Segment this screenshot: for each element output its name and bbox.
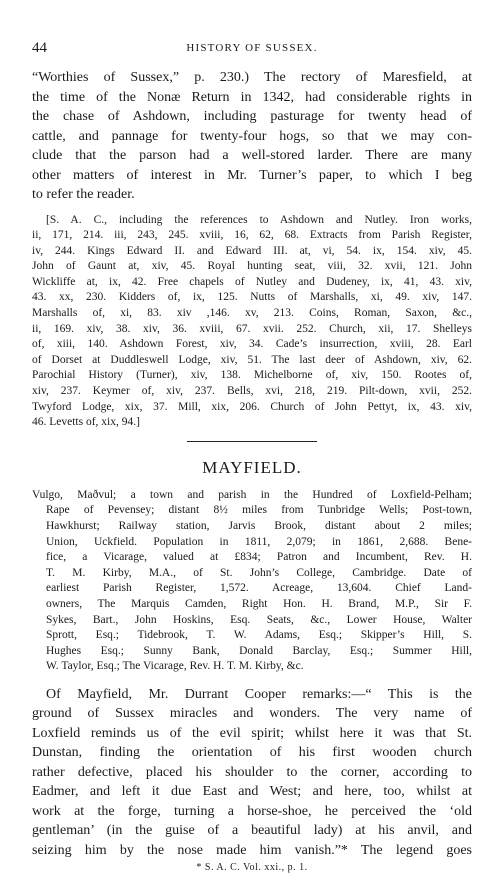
reference-line: ii, 171, 214. iii, 243, 245. xviii, 16, 62, 68. Extracts from Parish Register,	[32, 229, 472, 242]
reference-line: Twyford Lodge, xix, 37. Mill, xix, 206. Church of John Pettyt, ix, 43. xiv,	[32, 400, 472, 413]
reference-line: of Dorset at Duddleswell Lodge, xiv, 51. The last deer of Ashdown, xiv, 62.	[32, 353, 472, 366]
reference-line: 43. xx, 230. Kidders of, ix, 125. Nutts of Marshalls, xi, 49. xiv, 147.	[32, 291, 472, 304]
entry-line: Vulgo, Maðvul; a town and parish in the Hundred of Loxfield-Pelham;	[32, 488, 472, 501]
text-line: gentleman’ (in the guise of a beautiful lady) at his anvil, and	[32, 823, 472, 839]
references-block	[32, 213, 472, 431]
reference-line: ii, 169. xiv, 38. xiv, 36. xviii, 67. xvii. 252. Church, xii, 17. Shelleys	[32, 322, 472, 335]
entry-line: T. M. Kirby, M.A., of St. John’s College, Cambridge. Date of	[46, 566, 472, 579]
entry-line: Rape of Pevensey; distant 8½ miles from Tunbridge Wells; Post-town,	[46, 504, 472, 517]
entry-line: Sprott, Esq.; Tidebrook, T. W. Adams, Esq.; Skipper’s Hill, S.	[46, 629, 472, 642]
reference-line: Marshalls of, xi, 83. xiv ,146. xv, 213. Coins, Roman, Saxon, &c.,	[32, 307, 472, 320]
reference-line: Parochial History (Turner), xiv, 138. Michelborne of, xiv, 150. Rootes of,	[32, 369, 472, 382]
text-line: rather defective, placed his shoulder to the corner, according to	[32, 764, 472, 780]
reference-line: [S. A. C., including the references to Ashdown and Nutley. Iron works,	[46, 213, 472, 226]
text-line: Eadmer, and left it due East and West; and here, too, whilst at	[32, 784, 472, 800]
text-line: clude that the parson had a well-stored larder. There are many	[32, 148, 472, 163]
text-line: seizing him by the nose made him vanish.”* The legend goes	[32, 842, 472, 858]
reference-line: xiv, 237. Keymer of, xiv, 237. Bells, xvi, 218, 219. Pilt-down, xvii, 252.	[32, 385, 472, 398]
text-line: the time of the Nonæ Return in 1342, had considerable rights in	[32, 89, 472, 105]
text-line: to refer the reader.	[32, 187, 135, 202]
text-line: ground of Sussex miracles and wonders. The very name of	[32, 706, 472, 722]
text-line: other matters of interest in Mr. Turner’s paper, to which I beg	[32, 167, 472, 183]
reference-line: 46. Levetts of, xix, 94.]	[32, 416, 140, 429]
section-divider	[187, 441, 317, 442]
page-number: 44	[32, 40, 47, 56]
entry-line: fice, a Vicarage, valued at £834; Patron and Incumbent, Rev. H.	[46, 551, 472, 564]
reference-line: iv, 244. Kings Edward II. and Edward III. at, vi, 54. ix, 154. xiv, 45.	[32, 244, 472, 257]
reference-line: Wickliffe at, ix, 42. Free chapels of Nutley and Dudeney, ix, 41, 43. xiv,	[32, 275, 472, 288]
text-line: Of Mayfield, Mr. Durrant Cooper remarks:—“ This is the	[46, 686, 472, 702]
text-line: Loxfield reminds us of the evil spirit; whilst here it was that St.	[32, 725, 472, 741]
entry-line: W. Taylor, Esq.; The Vicarage, Rev. H. T. M. Kirby, &c.	[46, 660, 304, 673]
running-title: HISTORY OF SUSSEX.	[186, 42, 318, 54]
footnote: * S. A. C. Vol. xxi., p. 1.	[196, 862, 308, 873]
entry-line: earliest Parish Register, 1,572. Acreage, 13,604. Chief Land-	[46, 582, 472, 595]
entry-line: owners, The Marquis Camden, Right Hon. H. Brand, M.P., Sir F.	[46, 597, 472, 610]
reference-line: of, xiii, 140. Ashdown Forest, xiv, 34. Cade’s insurrection, xviii, 28. Earl	[32, 338, 472, 351]
text-line: work at the forge, turning a horse-shoe, he perceived the ‘old	[32, 803, 472, 819]
entry-line: Sykes, Bart., John Hoskins, Esq. Seats, &c., Lower House, Walter	[46, 613, 472, 626]
text-line: Dunstan, finding the orientation of his first wooden church	[32, 745, 472, 761]
paragraph-maresfield-rectory	[32, 68, 472, 205]
entry-line: Union, Uckfield. Population in 1811, 2,079; in 1861, 2,688. Bene-	[46, 535, 472, 548]
reference-line: John of Gaunt at, xiv, 45. Royal hunting seat, viii, 32. xvii, 121. John	[32, 260, 472, 273]
book-page	[32, 40, 472, 873]
entry-line: Hughes Esq.; Sunny Bank, Donald Barclay, Esq.; Summer Hill,	[46, 644, 472, 657]
page-header	[32, 40, 472, 60]
mayfield-gazetteer-entry	[32, 488, 472, 675]
text-line: the chase of Ashdown, including pasturage for twenty head of	[32, 109, 472, 124]
entry-line: Hawkhurst; Railway station, Jarvis Brook, distant about 2 miles;	[46, 520, 472, 532]
text-line: cattle, and pannage for twenty-four hogs, so that we may con-	[32, 128, 472, 144]
section-title: MAYFIELD.	[202, 457, 302, 477]
text-line: “Worthies of Sussex,” p. 230.) The rectory of Maresfield, at	[32, 70, 472, 85]
paragraph-durrant-cooper	[32, 685, 472, 861]
